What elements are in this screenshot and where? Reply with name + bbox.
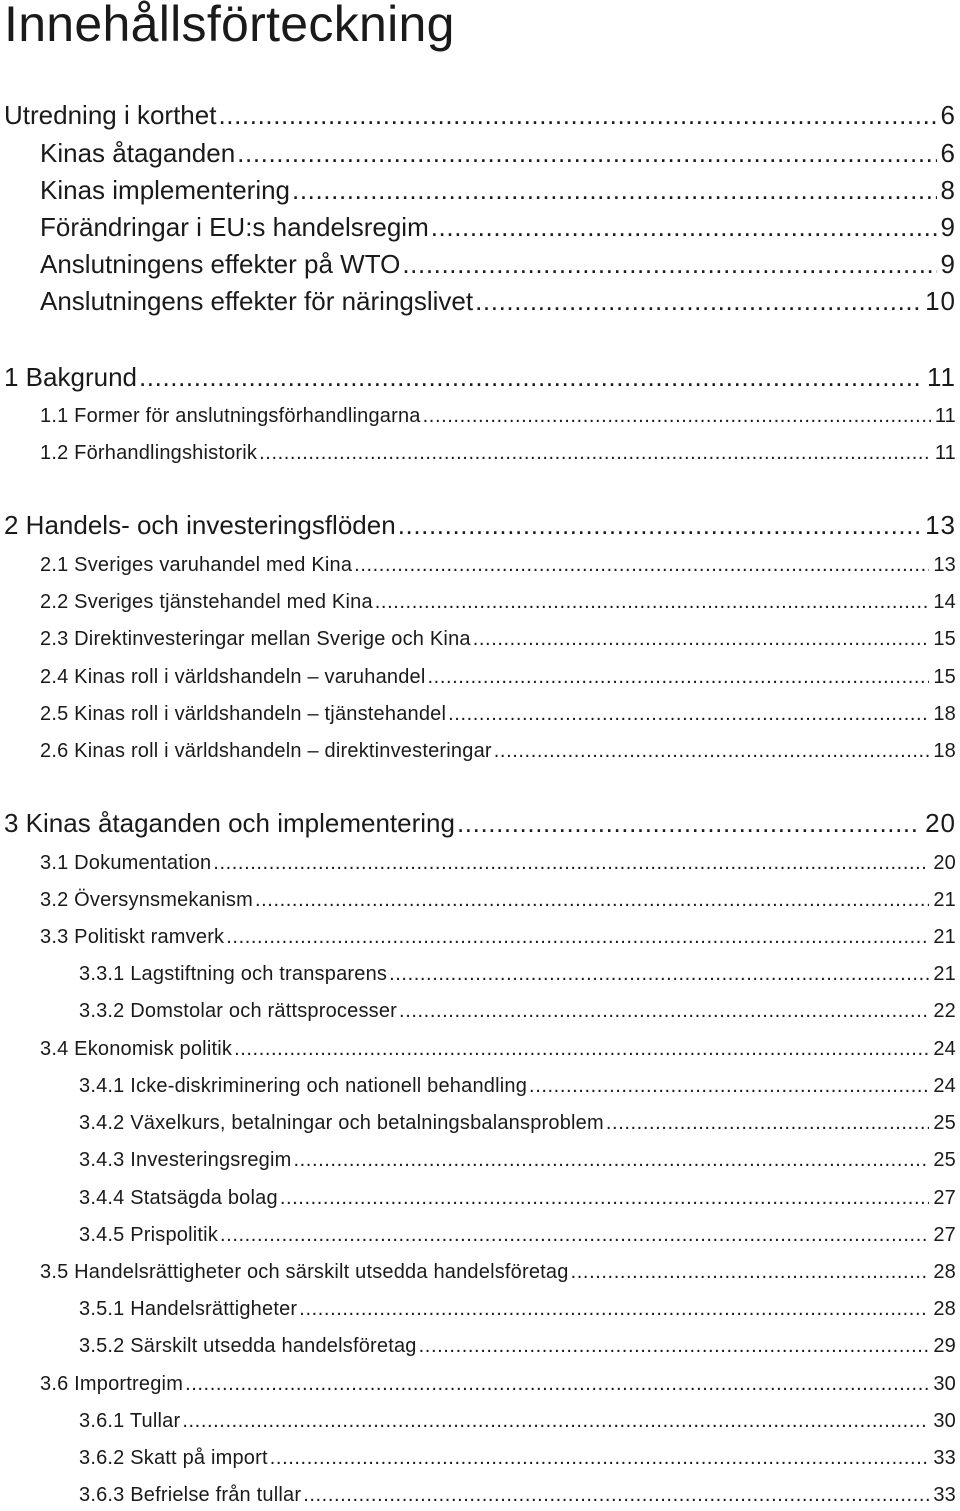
toc-entry-page: 6 xyxy=(940,100,956,130)
toc-entry[interactable] xyxy=(40,249,956,280)
toc-entry-label: 3.1 Dokumentation xyxy=(40,852,212,874)
toc-entry-page: 22 xyxy=(933,1000,956,1022)
dot-leader xyxy=(375,591,930,611)
toc-entry[interactable] xyxy=(40,442,956,465)
toc-entry[interactable] xyxy=(40,286,956,317)
toc-entry-page: 11 xyxy=(927,362,956,392)
dot-leader xyxy=(529,1075,929,1095)
toc-entry-page: 8 xyxy=(940,175,956,205)
toc-entry-page: 30 xyxy=(933,1410,956,1432)
toc-entry-page: 20 xyxy=(925,808,956,838)
toc-subentry[interactable] xyxy=(79,1335,956,1358)
toc-entry-page: 24 xyxy=(933,1038,956,1060)
toc-entry-label: 2.5 Kinas roll i världshandeln – tjänstehandel xyxy=(40,703,447,725)
toc-entry-page: 15 xyxy=(933,628,956,650)
toc-subentry[interactable] xyxy=(79,1000,956,1023)
dot-leader xyxy=(423,405,931,425)
toc-entry-label: 3.6.3 Befrielse från tullar xyxy=(79,1484,302,1506)
toc-entry-label: 2 Handels- och investeringsflöden xyxy=(4,510,396,540)
toc-entry-label: 3.4.3 Investeringsregim xyxy=(79,1149,292,1171)
toc-entry-page: 18 xyxy=(933,703,956,725)
dot-leader xyxy=(182,1410,929,1430)
dot-leader xyxy=(293,1149,929,1169)
toc-entry-label: 3 Kinas åtaganden och implementering xyxy=(4,808,455,838)
toc-entry-label: 1.2 Förhandlingshistorik xyxy=(40,442,258,464)
toc-entry-page: 27 xyxy=(933,1224,956,1246)
toc-subentry[interactable] xyxy=(79,1224,956,1247)
dot-leader xyxy=(292,175,937,201)
toc-entry-page: 13 xyxy=(933,554,956,576)
toc-entry-page: 33 xyxy=(933,1447,956,1469)
toc-entry-label: 3.3 Politiskt ramverk xyxy=(40,926,225,948)
toc-entry-page: 30 xyxy=(933,1373,956,1395)
toc-entry[interactable] xyxy=(40,591,956,614)
toc-entry-page: 25 xyxy=(933,1149,956,1171)
toc-entry-label: 3.5.1 Handelsrättigheter xyxy=(79,1298,298,1320)
dot-leader xyxy=(473,628,930,648)
toc-subentry[interactable] xyxy=(79,1149,956,1172)
toc-subentry[interactable] xyxy=(79,1075,956,1098)
toc-entry-label: Utredning i korthet xyxy=(4,100,217,130)
toc-entry-label: 3.6.2 Skatt på import xyxy=(79,1447,268,1469)
dot-leader xyxy=(303,1484,929,1504)
toc-entry-label: 3.6 Importregim xyxy=(40,1373,184,1395)
dot-leader xyxy=(428,666,930,686)
dot-leader xyxy=(354,554,929,574)
dot-leader xyxy=(280,1187,930,1207)
toc-entry-label: Förändringar i EU:s handelsregim xyxy=(40,212,429,242)
toc-subentry[interactable] xyxy=(79,963,956,986)
toc-entry[interactable] xyxy=(4,100,956,131)
dot-leader xyxy=(402,249,936,275)
toc-entry-page: 21 xyxy=(933,926,956,948)
toc-entry-page: 20 xyxy=(933,852,956,874)
toc-entry-page: 25 xyxy=(933,1112,956,1134)
toc-entry-page: 14 xyxy=(933,591,956,613)
toc-entry[interactable] xyxy=(40,138,956,169)
dot-leader xyxy=(448,703,929,723)
toc-entry-label: 3.4.5 Prispolitik xyxy=(79,1224,219,1246)
toc-entry-label: 3.3.1 Lagstiftning och transparens xyxy=(79,963,388,985)
toc-entry-page: 11 xyxy=(934,442,956,464)
toc-subentry[interactable] xyxy=(79,1298,956,1321)
toc-chapter-heading[interactable] xyxy=(4,510,956,541)
toc-entry-label: Anslutningens effekter på WTO xyxy=(40,249,401,279)
toc-entry[interactable] xyxy=(40,703,956,726)
toc-entry-label: 3.4.4 Statsägda bolag xyxy=(79,1187,278,1209)
toc-entry[interactable] xyxy=(40,1038,956,1061)
toc-entry[interactable] xyxy=(40,175,956,206)
dot-leader xyxy=(457,808,921,834)
toc-entry-label: 2.6 Kinas roll i världshandeln – direktinvesteringar xyxy=(40,740,492,762)
toc-entry-label: Kinas implementering xyxy=(40,175,291,205)
toc-entry-page: 27 xyxy=(933,1187,956,1209)
toc-entry[interactable] xyxy=(40,1373,956,1396)
dot-leader xyxy=(185,1373,929,1393)
toc-entry-label: 3.2 Översynsmekanism xyxy=(40,889,253,911)
toc-entry-page: 33 xyxy=(933,1484,956,1506)
toc-entry[interactable] xyxy=(40,852,956,875)
toc-entry[interactable] xyxy=(40,926,956,949)
toc-entry-page: 28 xyxy=(933,1298,956,1320)
toc-entry-page: 28 xyxy=(933,1261,956,1283)
dot-leader xyxy=(431,212,937,238)
toc-entry[interactable] xyxy=(40,666,956,689)
toc-entry-page: 6 xyxy=(940,138,956,168)
dot-leader xyxy=(226,926,929,946)
toc-entry[interactable] xyxy=(40,405,956,428)
toc-entry-page: 13 xyxy=(925,510,956,540)
dot-leader xyxy=(494,740,930,760)
toc-entry-page: 29 xyxy=(933,1335,956,1357)
dot-leader xyxy=(419,1335,930,1355)
toc-entry-label: 3.4.1 Icke-diskriminering och nationell behandling xyxy=(79,1075,528,1097)
toc-entry-label: 3.5 Handelsrättigheter och särskilt utsedda handelsföretag xyxy=(40,1261,569,1283)
toc-entry-page: 15 xyxy=(933,666,956,688)
toc-chapter-heading[interactable] xyxy=(4,362,956,393)
dot-leader xyxy=(606,1112,929,1132)
dot-leader xyxy=(220,1224,929,1244)
toc-entry-page: 9 xyxy=(940,249,956,279)
toc-entry-label: Anslutningens effekter för näringslivet xyxy=(40,286,474,316)
toc-subentry[interactable] xyxy=(79,1447,956,1470)
toc-subentry[interactable] xyxy=(79,1187,956,1210)
toc-entry-label: 2.4 Kinas roll i världshandeln – varuhandel xyxy=(40,666,426,688)
toc-entry[interactable] xyxy=(40,740,956,763)
dot-leader xyxy=(270,1447,930,1467)
toc-entry[interactable] xyxy=(40,889,956,912)
dot-leader xyxy=(398,510,921,536)
toc-entry-page: 11 xyxy=(934,405,956,427)
toc-subentry[interactable] xyxy=(79,1112,956,1135)
dot-leader xyxy=(571,1261,930,1281)
toc-entry-page: 21 xyxy=(933,963,956,985)
dot-leader xyxy=(218,100,936,126)
toc-entry[interactable] xyxy=(40,554,956,577)
dot-leader xyxy=(259,442,931,462)
toc-entry-label: 2.2 Sveriges tjänstehandel med Kina xyxy=(40,591,373,613)
toc-chapter-heading[interactable] xyxy=(4,808,956,839)
toc-entry-label: 1 Bakgrund xyxy=(4,362,137,392)
toc-subentry[interactable] xyxy=(79,1484,956,1507)
toc-entry-label: 3.5.2 Särskilt utsedda handelsföretag xyxy=(79,1335,417,1357)
toc-entry[interactable] xyxy=(40,212,956,243)
toc-entry-page: 18 xyxy=(933,740,956,762)
page-title: Innehållsförteckning xyxy=(4,0,455,52)
toc-entry-label: 3.4 Ekonomisk politik xyxy=(40,1038,233,1060)
toc-subentry[interactable] xyxy=(79,1410,956,1433)
toc-entry-label: 3.6.1 Tullar xyxy=(79,1410,181,1432)
dot-leader xyxy=(213,852,929,872)
toc-entry-label: Kinas åtaganden xyxy=(40,138,236,168)
dot-leader xyxy=(475,286,921,312)
dot-leader xyxy=(299,1298,929,1318)
dot-leader xyxy=(237,138,936,164)
toc-entry-label: 2.3 Direktinvesteringar mellan Sverige och Kina xyxy=(40,628,471,650)
dot-leader xyxy=(139,362,923,388)
toc-entry[interactable] xyxy=(40,628,956,651)
toc-entry-label: 3.4.2 Växelkurs, betalningar och betalningsbalansproblem xyxy=(79,1112,604,1134)
dot-leader xyxy=(389,963,929,983)
toc-entry-page: 10 xyxy=(925,286,956,316)
dot-leader xyxy=(234,1038,929,1058)
toc-entry-label: 2.1 Sveriges varuhandel med Kina xyxy=(40,554,353,576)
toc-entry[interactable] xyxy=(40,1261,956,1284)
dot-leader xyxy=(399,1000,929,1020)
toc-entry-page: 9 xyxy=(940,212,956,242)
dot-leader xyxy=(255,889,929,909)
toc-entry-page: 24 xyxy=(933,1075,956,1097)
toc-entry-label: 3.3.2 Domstolar och rättsprocesser xyxy=(79,1000,398,1022)
toc-entry-page: 21 xyxy=(933,889,956,911)
toc-entry-label: 1.1 Former för anslutningsförhandlingarna xyxy=(40,405,421,427)
